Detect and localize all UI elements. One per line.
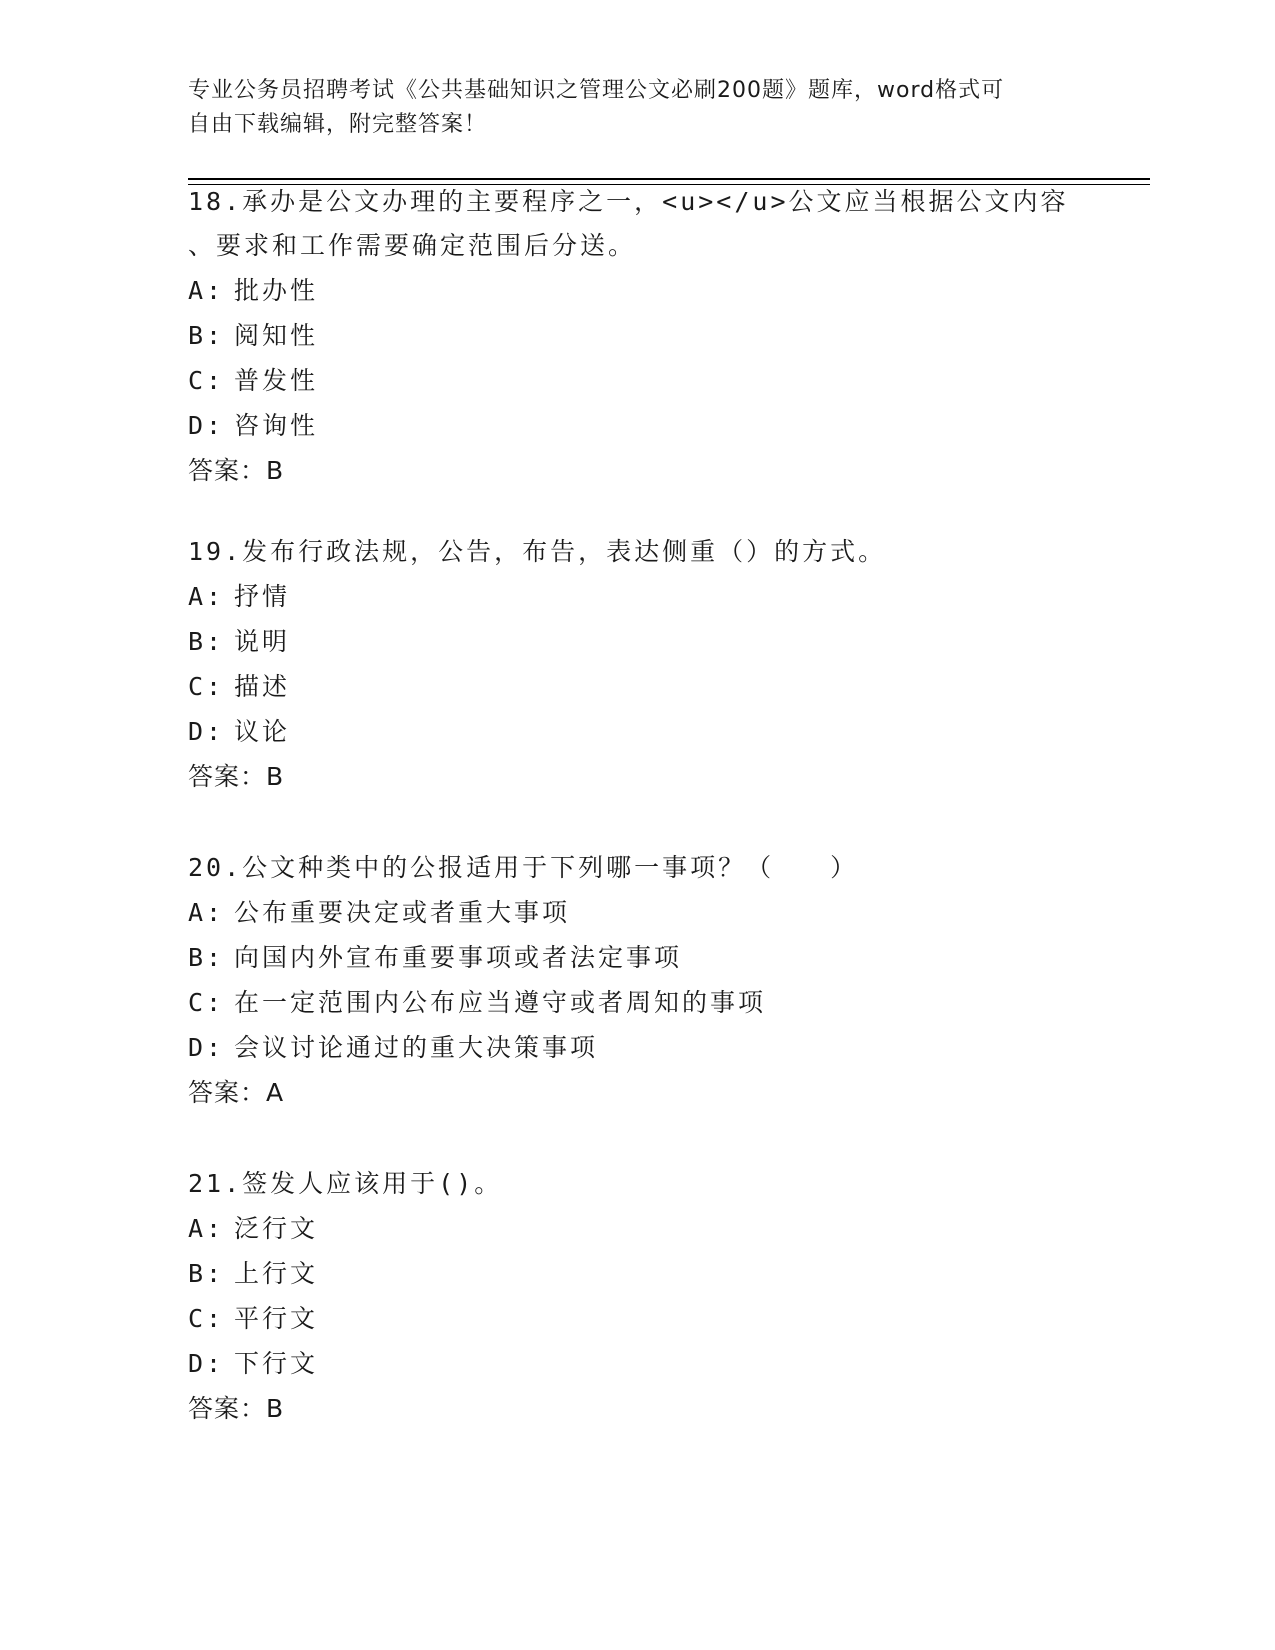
header-line-1: 专业公务员招聘考试《公共基础知识之管理公文必刷200题》题库，word格式可: [188, 78, 1005, 103]
option-letter: B:: [188, 1259, 225, 1288]
answer-line: 答案：B: [188, 1394, 285, 1423]
option-letter: A:: [188, 276, 225, 305]
option-b: [188, 935, 1088, 980]
option-a: [188, 268, 1088, 313]
option-a: [188, 574, 1088, 619]
option-letter: B:: [188, 627, 225, 656]
option-letter: B:: [188, 321, 225, 350]
question-20: [188, 846, 1088, 1116]
option-letter: A:: [188, 1214, 225, 1243]
option-letter: C:: [188, 988, 225, 1017]
question-stem: 18.承办是公文办理的主要程序之一，<u></u>公文应当根据公文内容: [188, 187, 1069, 216]
option-c: [188, 1296, 1088, 1341]
question-stem: 19.发布行政法规，公告，布告，表达侧重（）的方式。: [188, 537, 887, 566]
option-text: 泛行文: [234, 1214, 319, 1243]
option-b: [188, 313, 1088, 358]
option-a: [188, 890, 1088, 935]
option-c: [188, 358, 1088, 403]
question-18: [188, 180, 1088, 494]
option-a: [188, 1206, 1088, 1251]
option-text: 阅知性: [234, 321, 319, 350]
question-stem: 21.签发人应该用于()。: [188, 1169, 503, 1198]
option-text: 说明: [234, 627, 291, 656]
option-c: [188, 980, 1088, 1025]
option-text: 批办性: [234, 276, 319, 305]
question-21: [188, 1162, 1088, 1432]
option-text: 普发性: [234, 366, 319, 395]
option-text: 在一定范围内公布应当遵守或者周知的事项: [234, 988, 767, 1017]
option-d: [188, 1025, 1088, 1070]
option-letter: A:: [188, 898, 225, 927]
option-d: [188, 403, 1088, 448]
option-text: 议论: [234, 717, 291, 746]
option-c: [188, 664, 1088, 709]
option-text: 向国内外宣布重要事项或者法定事项: [234, 943, 683, 972]
option-letter: C:: [188, 672, 225, 701]
header-line-2: 自由下载编辑，附完整答案！: [188, 112, 488, 137]
document-page: [188, 0, 1148, 1650]
option-letter: D:: [188, 1349, 225, 1378]
question-stem: 20.公文种类中的公报适用于下列哪一事项？（ ）: [188, 853, 859, 882]
answer-line: 答案：A: [188, 1078, 285, 1107]
answer-line: 答案：B: [188, 762, 285, 791]
option-text: 抒情: [234, 582, 291, 611]
question-19: [188, 530, 1088, 800]
option-letter: D:: [188, 1033, 225, 1062]
option-text: 平行文: [234, 1304, 319, 1333]
option-letter: C:: [188, 1304, 225, 1333]
option-text: 下行文: [234, 1349, 319, 1378]
option-b: [188, 619, 1088, 664]
option-text: 描述: [234, 672, 291, 701]
option-letter: B:: [188, 943, 225, 972]
option-letter: D:: [188, 411, 225, 440]
document-header: [188, 74, 1068, 142]
option-text: 上行文: [234, 1259, 319, 1288]
answer-line: 答案：B: [188, 456, 285, 485]
option-text: 咨询性: [234, 411, 319, 440]
option-b: [188, 1251, 1088, 1296]
option-d: [188, 709, 1088, 754]
option-letter: D:: [188, 717, 225, 746]
option-letter: A:: [188, 582, 225, 611]
option-d: [188, 1341, 1088, 1386]
option-letter: C:: [188, 366, 225, 395]
option-text: 会议讨论通过的重大决策事项: [234, 1033, 599, 1062]
option-text: 公布重要决定或者重大事项: [234, 898, 571, 927]
question-stem-continued: 、要求和工作需要确定范围后分送。: [188, 231, 637, 260]
